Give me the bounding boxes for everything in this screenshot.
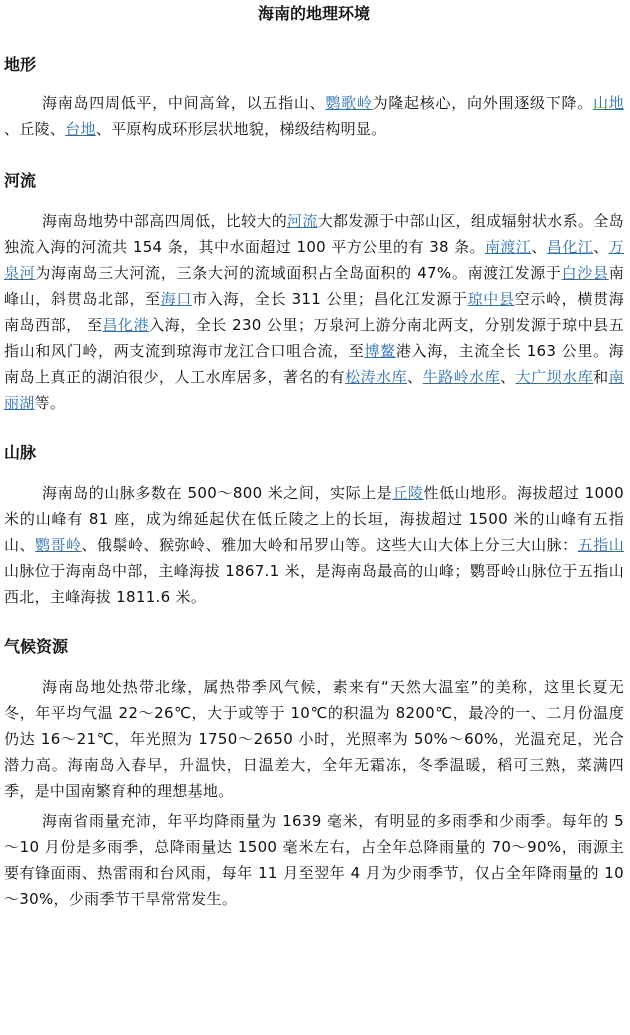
- text-run: 为海南岛三大河流，三条大河的流域面积占全岛面积的 47%。南渡江发源于: [35, 264, 562, 282]
- text-run: 海南岛地势中部高四周低，比较大的: [42, 212, 288, 230]
- section-heading-mountains: 山脉: [4, 443, 37, 462]
- hyperlink[interactable]: 南丽湖: [4, 368, 624, 412]
- text-run: 、: [407, 368, 423, 386]
- hyperlink[interactable]: 松涛水库: [345, 368, 408, 386]
- hyperlink[interactable]: 白沙县: [561, 264, 609, 282]
- text-run: 、: [531, 238, 547, 256]
- text-run: 等。: [34, 394, 66, 412]
- text-run: 山脉位于海南岛中部，主峰海拔 1867.1 米，是海南岛最高的山峰；鹦哥岭山脉位于五指山西北，主峰海拔 1811.6 米。: [4, 562, 624, 606]
- text-run: 、俄鬃岭、猴弥岭、雅加大岭和吊罗山等。这些大山大体上分三大山脉：: [81, 536, 578, 554]
- hyperlink[interactable]: 鹦歌岭: [325, 94, 373, 112]
- text-run: 入海，全长 230 公里；万泉河上游分南北两支，分别发源于琼中县五指山和风门岭，两支流到琼海市龙江合口咀合流，至: [4, 316, 624, 360]
- hyperlink[interactable]: 河流: [287, 212, 318, 230]
- section-heading-climate: 气候资源: [4, 637, 69, 656]
- hyperlink[interactable]: 山地: [592, 94, 624, 112]
- climate-paragraph-2: 海南省雨量充沛，年平均降雨量为 1639 毫米，有明显的多雨季和少雨季。每年的 5～10 月份是多雨季，总降雨量达 1500 毫米左右，占全年总降雨量的 70～90%，雨源主要有锋面雨、热雷雨和台风雨，每年 11 月至翌年 4 月为少雨季节，仅占全年降雨量的 10～30%，少雨季节干旱常常发生。: [4, 812, 624, 908]
- hyperlink[interactable]: 万泉河: [4, 238, 625, 282]
- text-run: 为隆起核心，向外围逐级下降。: [372, 94, 593, 112]
- hyperlink[interactable]: 海口: [160, 290, 193, 308]
- landform-paragraph: [4, 90, 624, 142]
- text-run: 、: [500, 368, 516, 386]
- text-run: 和: [593, 368, 609, 386]
- text-run: 海南岛的山脉多数在 500～800 米之间，实际上是: [42, 484, 393, 502]
- climate-paragraph-1: 海南岛地处热带北缘，属热带季风气候，素来有“天然大温室”的美称，这里长夏无冬，年平均气温 22～26℃，大于或等于 10℃的积温为 8200℃，最冷的一、二月份温度仍达 16～21℃，年光照为 1750～2650 小时，光照率为 50%～60%，光温充足，光合潜力高。海南岛入春早，升温快，日温差大，全年无霜冻，冬季温暖，稻可三熟，菜满四季，是中国南繁育种的理想基地。: [4, 678, 624, 800]
- text-run: 空示岭，横贯海南岛西部， 至: [4, 290, 624, 334]
- mountains-paragraph: [4, 480, 624, 610]
- text-run: 、: [593, 238, 609, 256]
- hyperlink[interactable]: 牛路岭水库: [422, 368, 501, 386]
- hyperlink[interactable]: 鹦哥岭: [35, 536, 82, 554]
- hyperlink[interactable]: 台地: [65, 120, 96, 138]
- hyperlink[interactable]: 丘陵: [392, 484, 424, 502]
- hyperlink[interactable]: 五指山: [577, 536, 624, 554]
- hyperlink[interactable]: 博鳌: [364, 342, 396, 360]
- text-run: 、平原构成环形层状地貌，梯级结构明显。: [95, 120, 387, 138]
- hyperlink[interactable]: 大广坝水库: [515, 368, 594, 386]
- text-run: 、丘陵、: [4, 120, 66, 138]
- section-heading-rivers: 河流: [4, 171, 37, 190]
- page-title: 海南的地理环境: [257, 4, 370, 23]
- hyperlink[interactable]: 昌化江: [546, 238, 594, 256]
- text-run: 大都发源于中部山区，组成辐射状水系。全岛独流入海的河流共 154 条，其中水面超过 100 平方公里的有 38 条。: [4, 212, 624, 256]
- hyperlink[interactable]: 琼中县: [467, 290, 515, 308]
- section-heading-landform: 地形: [4, 55, 37, 74]
- hyperlink[interactable]: 南渡江: [485, 238, 532, 256]
- document: [0, 4, 630, 912]
- text-run: 南峰山，斜贯岛北部，至: [4, 264, 624, 308]
- text-run: 港入海，主流全长 163 公里。海南岛上真正的湖泊很少，人工水库居多，著名的有: [4, 342, 624, 386]
- text-run: 海南岛四周低平，中间高耸，以五指山、: [42, 94, 326, 112]
- rivers-paragraph: [4, 208, 624, 416]
- text-run: 市入海，全长 311 公里；昌化江发源于: [192, 290, 468, 308]
- text-run: 性低山地形。海拔超过 1000 米的山峰有 81 座，成为绵延起伏在低丘陵之上的长垣，海拔超过 1500 米的山峰有五指山、: [4, 484, 624, 554]
- hyperlink[interactable]: 昌化港: [102, 316, 150, 334]
